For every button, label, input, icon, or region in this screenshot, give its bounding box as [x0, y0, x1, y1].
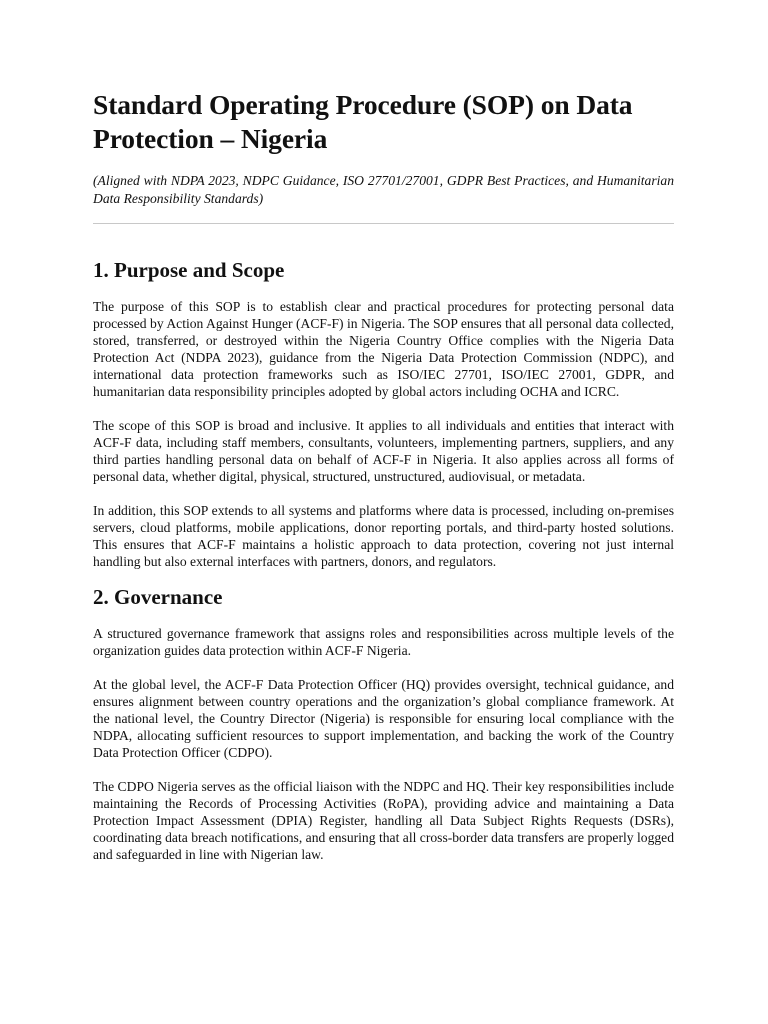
paragraph: A structured governance framework that assigns roles and responsibilities across multiple levels of the organization guides data protection within ACF-F Nigeria.: [93, 626, 674, 658]
document-page: [93, 88, 674, 863]
section-heading: 1. Purpose and Scope: [93, 258, 285, 282]
document-title: Standard Operating Procedure (SOP) on Data Protection – Nigeria: [93, 89, 633, 154]
paragraph: In addition, this SOP extends to all systems and platforms where data is processed, including on-premises servers, cloud platforms, mobile applications, donor reporting portals, and third-party hosted solutions. This ensures that ACF-F maintains a holistic approach to data protection, covering not just internal handling but also external interfaces with partners, donors, and regulators.: [93, 503, 674, 569]
section-governance: [93, 584, 674, 863]
paragraph: The CDPO Nigeria serves as the official liaison with the NDPC and HQ. Their key responsibilities include maintaining the Records of Processing Activities (RoPA), providing advice and maintaining a Data Protection Impact Assessment (DPIA) Register, handling all Data Subject Rights Requests (DSRs), coordinating data breach notifications, and ensuring that all cross-border data transfers are properly logged and safeguarded in line with Nigerian law.: [93, 779, 674, 862]
section-purpose-and-scope: [93, 257, 674, 570]
paragraph: At the global level, the ACF-F Data Protection Officer (HQ) provides oversight, technical guidance, and ensures alignment between country operations and the organization’s global compliance framework. At the national level, the Country Director (Nigeria) is responsible for ensuring local compliance with the NDPA, allocating sufficient resources to support implementation, and backing the work of the Country Data Protection Officer (CDPO).: [93, 677, 674, 760]
paragraph: The purpose of this SOP is to establish clear and practical procedures for protecting personal data processed by Action Against Hunger (ACF-F) in Nigeria. The SOP ensures that all personal data collected, stored, transferred, or destroyed within the Nigeria Country Office complies with the Nigeria Data Protection Act (NDPA 2023), guidance from the Nigeria Data Protection Commission (NDPC), and international data protection frameworks such as ISO/IEC 27701, ISO/IEC 27001, GDPR, and humanitarian data responsibility principles adopted by global actors including OCHA and ICRC.: [93, 299, 674, 399]
title-divider: [93, 223, 674, 224]
paragraph: The scope of this SOP is broad and inclusive. It applies to all individuals and entities that interact with ACF-F data, including staff members, consultants, volunteers, implementing partners, suppliers, and any third parties handling personal data on behalf of ACF-F in Nigeria. It also applies across all forms of personal data, whether digital, physical, structured, unstructured, audiovisual, or metadata.: [93, 418, 674, 484]
section-heading: 2. Governance: [93, 585, 223, 609]
document-subtitle: (Aligned with NDPA 2023, NDPC Guidance, ISO 27701/27001, GDPR Best Practices, and Humanitarian Data Responsibility Standards): [93, 173, 674, 206]
